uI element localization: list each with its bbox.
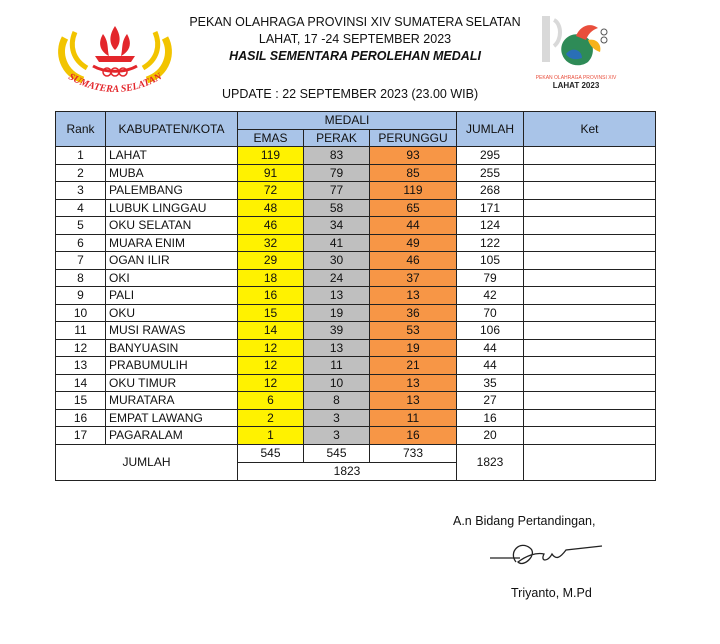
emas-cell: 16 xyxy=(238,287,304,305)
perunggu-cell: 13 xyxy=(370,392,457,410)
emas-cell: 14 xyxy=(238,322,304,340)
table-row xyxy=(56,269,656,287)
rank-cell: 2 xyxy=(56,164,106,182)
ket-cell xyxy=(524,147,656,165)
perak-cell: 39 xyxy=(304,322,370,340)
perak-cell: 13 xyxy=(304,339,370,357)
rank-cell: 12 xyxy=(56,339,106,357)
perunggu-cell: 85 xyxy=(370,164,457,182)
rank-cell: 9 xyxy=(56,287,106,305)
jumlah-cell: 16 xyxy=(457,409,524,427)
ket-cell xyxy=(524,217,656,235)
ket-cell xyxy=(524,374,656,392)
perunggu-cell: 36 xyxy=(370,304,457,322)
emas-cell: 18 xyxy=(238,269,304,287)
perak-cell: 3 xyxy=(304,427,370,445)
emas-cell: 29 xyxy=(238,252,304,270)
rank-cell: 7 xyxy=(56,252,106,270)
ket-cell xyxy=(524,427,656,445)
rank-cell: 17 xyxy=(56,427,106,445)
rank-cell: 4 xyxy=(56,199,106,217)
ket-cell xyxy=(524,304,656,322)
ket-cell xyxy=(524,182,656,200)
perunggu-cell: 37 xyxy=(370,269,457,287)
header-emas: EMAS xyxy=(238,129,304,147)
perak-cell: 83 xyxy=(304,147,370,165)
kabupaten-cell: OKU SELATAN xyxy=(106,217,238,235)
rank-cell: 5 xyxy=(56,217,106,235)
ket-cell xyxy=(524,269,656,287)
table-row xyxy=(56,392,656,410)
perak-cell: 10 xyxy=(304,374,370,392)
jumlah-cell: 44 xyxy=(457,357,524,375)
update-timestamp: UPDATE : 22 SEPTEMBER 2023 (23.00 WIB) xyxy=(222,87,479,101)
ket-cell xyxy=(524,339,656,357)
kabupaten-cell: PAGARALAM xyxy=(106,427,238,445)
jumlah-cell: 295 xyxy=(457,147,524,165)
medal-table xyxy=(55,111,656,481)
perunggu-cell: 44 xyxy=(370,217,457,235)
jumlah-cell: 122 xyxy=(457,234,524,252)
jumlah-cell: 105 xyxy=(457,252,524,270)
kabupaten-cell: PALI xyxy=(106,287,238,305)
ket-cell xyxy=(524,357,656,375)
perunggu-cell: 11 xyxy=(370,409,457,427)
header-line-2: LAHAT, 17 -24 SEPTEMBER 2023 xyxy=(258,32,452,46)
total-perunggu: 733 xyxy=(370,444,457,462)
table-row xyxy=(56,147,656,165)
perak-cell: 19 xyxy=(304,304,370,322)
perunggu-cell: 119 xyxy=(370,182,457,200)
kabupaten-cell: OKU xyxy=(106,304,238,322)
table-row xyxy=(56,304,656,322)
total-label: JUMLAH xyxy=(56,444,238,480)
jumlah-cell: 44 xyxy=(457,339,524,357)
perunggu-cell: 93 xyxy=(370,147,457,165)
jumlah-cell: 27 xyxy=(457,392,524,410)
emas-cell: 91 xyxy=(238,164,304,182)
rank-cell: 16 xyxy=(56,409,106,427)
perak-cell: 79 xyxy=(304,164,370,182)
emas-cell: 15 xyxy=(238,304,304,322)
rank-cell: 14 xyxy=(56,374,106,392)
ket-cell xyxy=(524,392,656,410)
table-row xyxy=(56,252,656,270)
rank-cell: 11 xyxy=(56,322,106,340)
jumlah-cell: 268 xyxy=(457,182,524,200)
total-perak: 545 xyxy=(304,444,370,462)
jumlah-cell: 42 xyxy=(457,287,524,305)
jumlah-cell: 35 xyxy=(457,374,524,392)
rank-cell: 1 xyxy=(56,147,106,165)
total-emas: 545 xyxy=(238,444,304,462)
perak-cell: 3 xyxy=(304,409,370,427)
ket-cell xyxy=(524,322,656,340)
header-medali: MEDALI xyxy=(238,112,457,130)
kabupaten-cell: EMPAT LAWANG xyxy=(106,409,238,427)
kabupaten-cell: MUARA ENIM xyxy=(106,234,238,252)
header-perak: PERAK xyxy=(304,129,370,147)
header-ket: Ket xyxy=(524,112,656,147)
signature-name: Triyanto, M.Pd xyxy=(511,586,592,600)
ket-cell xyxy=(524,409,656,427)
jumlah-cell: 20 xyxy=(457,427,524,445)
perak-cell: 41 xyxy=(304,234,370,252)
kabupaten-cell: MURATARA xyxy=(106,392,238,410)
perunggu-cell: 46 xyxy=(370,252,457,270)
emas-cell: 32 xyxy=(238,234,304,252)
emas-cell: 2 xyxy=(238,409,304,427)
kabupaten-cell: LUBUK LINGGAU xyxy=(106,199,238,217)
jumlah-cell: 79 xyxy=(457,269,524,287)
perak-cell: 77 xyxy=(304,182,370,200)
table-row xyxy=(56,234,656,252)
table-row xyxy=(56,409,656,427)
perunggu-cell: 53 xyxy=(370,322,457,340)
perak-cell: 11 xyxy=(304,357,370,375)
table-row xyxy=(56,427,656,445)
header-rank: Rank xyxy=(56,112,106,147)
emas-cell: 12 xyxy=(238,374,304,392)
svg-text:PEKAN OLAHRAGA PROVINSI XIV: PEKAN OLAHRAGA PROVINSI XIV xyxy=(535,75,617,81)
rank-cell: 15 xyxy=(56,392,106,410)
jumlah-cell: 70 xyxy=(457,304,524,322)
lahat-2023-logo xyxy=(532,10,618,92)
kabupaten-cell: MUSI RAWAS xyxy=(106,322,238,340)
porprov-rooster-emblem-icon xyxy=(532,10,618,92)
ket-cell xyxy=(524,199,656,217)
perak-cell: 58 xyxy=(304,199,370,217)
jumlah-cell: 124 xyxy=(457,217,524,235)
kabupaten-cell: PRABUMULIH xyxy=(106,357,238,375)
rank-cell: 13 xyxy=(56,357,106,375)
jumlah-cell: 255 xyxy=(457,164,524,182)
header-jumlah: JUMLAH xyxy=(457,112,524,147)
ket-cell xyxy=(524,234,656,252)
table-row xyxy=(56,322,656,340)
rank-cell: 6 xyxy=(56,234,106,252)
kabupaten-cell: MUBA xyxy=(106,164,238,182)
total-medali: 1823 xyxy=(238,462,457,480)
rank-cell: 8 xyxy=(56,269,106,287)
kabupaten-cell: OGAN ILIR xyxy=(106,252,238,270)
rank-cell: 10 xyxy=(56,304,106,322)
svg-text:LAHAT 2023: LAHAT 2023 xyxy=(552,81,600,90)
ket-cell xyxy=(524,164,656,182)
kabupaten-cell: OKU TIMUR xyxy=(106,374,238,392)
table-row xyxy=(56,217,656,235)
table-row xyxy=(56,287,656,305)
sumsel-logo xyxy=(55,18,175,98)
emas-cell: 119 xyxy=(238,147,304,165)
ket-cell xyxy=(524,287,656,305)
perunggu-cell: 13 xyxy=(370,374,457,392)
kabupaten-cell: PALEMBANG xyxy=(106,182,238,200)
table-row xyxy=(56,164,656,182)
signature-scribble xyxy=(486,532,606,574)
perak-cell: 8 xyxy=(304,392,370,410)
kabupaten-cell: LAHAT xyxy=(106,147,238,165)
perak-cell: 30 xyxy=(304,252,370,270)
table-row xyxy=(56,182,656,200)
header-kabupaten: KABUPATEN/KOTA xyxy=(106,112,238,147)
total-ket xyxy=(524,444,656,480)
jumlah-cell: 171 xyxy=(457,199,524,217)
svg-text:SUMATERA SELATAN: SUMATERA SELATAN xyxy=(66,71,164,96)
jumlah-cell: 106 xyxy=(457,322,524,340)
perunggu-cell: 19 xyxy=(370,339,457,357)
table-row xyxy=(56,374,656,392)
emas-cell: 12 xyxy=(238,339,304,357)
emas-cell: 1 xyxy=(238,427,304,445)
perak-cell: 34 xyxy=(304,217,370,235)
header-perunggu: PERUNGGU xyxy=(370,129,457,147)
perunggu-cell: 21 xyxy=(370,357,457,375)
signature-title: A.n Bidang Pertandingan, xyxy=(453,514,596,528)
perunggu-cell: 49 xyxy=(370,234,457,252)
rank-cell: 3 xyxy=(56,182,106,200)
document-header xyxy=(170,14,540,65)
header-line-3: HASIL SEMENTARA PEROLEHAN MEDALI xyxy=(229,49,481,63)
sumsel-flame-emblem-icon xyxy=(55,18,175,98)
total-jumlah: 1823 xyxy=(457,444,524,480)
table-row xyxy=(56,357,656,375)
table-row xyxy=(56,339,656,357)
kabupaten-cell: BANYUASIN xyxy=(106,339,238,357)
emas-cell: 72 xyxy=(238,182,304,200)
kabupaten-cell: OKI xyxy=(106,269,238,287)
emas-cell: 46 xyxy=(238,217,304,235)
perak-cell: 13 xyxy=(304,287,370,305)
emas-cell: 12 xyxy=(238,357,304,375)
perunggu-cell: 16 xyxy=(370,427,457,445)
perunggu-cell: 65 xyxy=(370,199,457,217)
table-row xyxy=(56,199,656,217)
header-line-1: PEKAN OLAHRAGA PROVINSI XIV SUMATERA SELATAN xyxy=(189,15,521,29)
perak-cell: 24 xyxy=(304,269,370,287)
signature-icon xyxy=(486,532,606,574)
perunggu-cell: 13 xyxy=(370,287,457,305)
emas-cell: 48 xyxy=(238,199,304,217)
ket-cell xyxy=(524,252,656,270)
emas-cell: 6 xyxy=(238,392,304,410)
